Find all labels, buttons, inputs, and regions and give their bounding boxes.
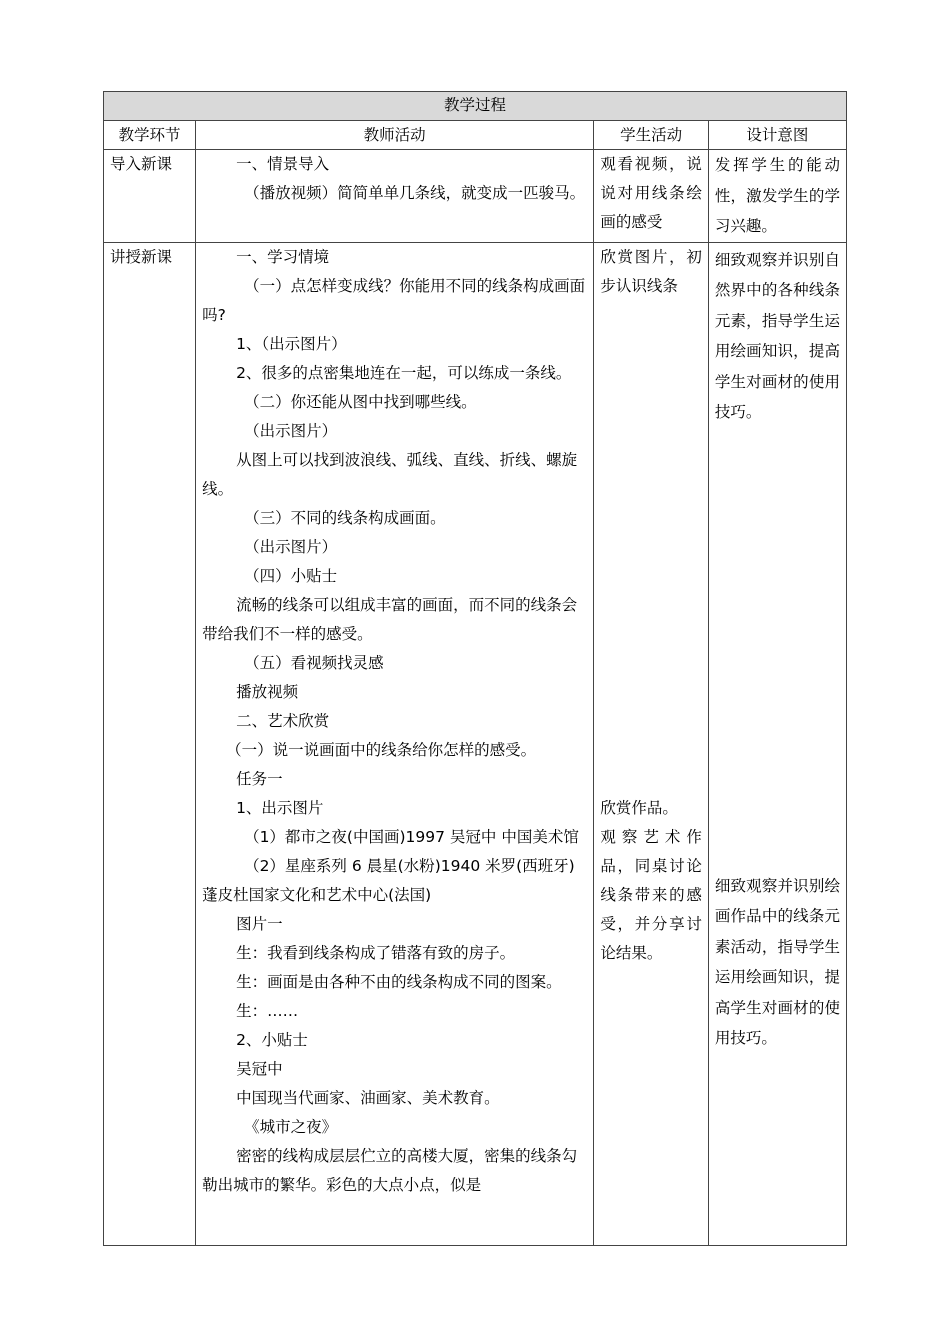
teacher-line: 生：画面是由各种不由的线条构成不同的图案。 — [236, 972, 562, 991]
table-row — [104, 242, 847, 1245]
teacher-line: 二、艺术欣赏 — [236, 711, 330, 730]
teacher-line: （出示图片） — [244, 421, 338, 440]
teacher-line: 图片一 — [236, 914, 283, 933]
header-design: 设计意图 — [708, 121, 846, 150]
header-stage: 教学环节 — [104, 121, 196, 150]
teacher-line: （一）说一说画面中的线条给你怎样的感受。 — [226, 740, 537, 759]
design-text: 细致观察并识别绘画作品中的线条元素活动，指导学生运用绘画知识，提高学生对画材的使用技巧。 — [714, 876, 840, 1047]
teacher-line: 密密的线构成层层伫立的高楼大厦，密集的线条勾勒出城市的繁华。彩色的大点小点，似是 — [202, 1146, 578, 1194]
header-student: 学生活动 — [594, 121, 709, 150]
teacher-line: 生：我看到线条构成了错落有致的房子。 — [236, 943, 516, 962]
stage-label: 讲授新课 — [110, 247, 173, 266]
design-cell — [708, 150, 846, 243]
teacher-line: 2、很多的点密集地连在一起，可以练成一条线。 — [236, 363, 572, 382]
teacher-line: 流畅的线条可以组成丰富的画面，而不同的线条会带给我们不一样的感受。 — [202, 595, 578, 643]
teacher-line: （三）不同的线条构成画面。 — [244, 508, 446, 527]
teacher-line: （播放视频）简简单单几条线，就变成一匹骏马。 — [244, 184, 586, 202]
student-text: 观察艺术作品，同桌讨论线条带来的感受，并分享讨论结果。 — [600, 827, 702, 962]
student-cell — [594, 150, 709, 243]
teacher-line: （二）你还能从图中找到哪些线。 — [244, 392, 477, 411]
table-title: 教学过程 — [104, 92, 847, 121]
stage-cell — [104, 242, 196, 1245]
teacher-line: （1）都市之夜(中国画)1997 吴冠中 中国美术馆 — [244, 827, 579, 846]
student-text: 欣赏图片，初步认识线条 — [600, 247, 702, 295]
teacher-line: 1、（出示图片） — [236, 334, 347, 353]
student-text: 欣赏作品。 — [600, 798, 678, 817]
teacher-line: （五）看视频找灵感 — [244, 653, 384, 672]
teacher-line: （出示图片） — [244, 537, 338, 556]
design-cell — [708, 242, 846, 1245]
teacher-line: 生：…… — [236, 1001, 299, 1020]
design-text: 细致观察并识别自然界中的各种线条元素，指导学生运用绘画知识，提高学生对画材的使用技巧。 — [714, 250, 840, 421]
teacher-line: 《城市之夜》 — [244, 1117, 338, 1136]
teacher-line: 一、情景导入 — [236, 155, 330, 173]
student-cell — [594, 242, 709, 1245]
stage-label: 导入新课 — [110, 155, 173, 173]
teacher-line: 2、小贴士 — [236, 1030, 308, 1049]
header-teacher: 教师活动 — [196, 121, 594, 150]
teacher-line: （2）星座系列 6 晨星(水粉)1940 米罗(西班牙)蓬皮杜国家文化和艺术中心(法国) — [202, 856, 575, 904]
teacher-line: 任务一 — [236, 769, 283, 788]
teacher-line: 从图上可以找到波浪线、弧线、直线、折线、螺旋线。 — [202, 450, 578, 498]
teacher-line: 吴冠中 — [236, 1059, 283, 1078]
student-text: 观看视频，说说对用线条绘画的感受 — [600, 155, 702, 231]
teacher-line: 播放视频 — [236, 682, 299, 701]
teacher-line: 1、出示图片 — [236, 798, 324, 817]
design-text: 发挥学生的能动性，激发学生的学习兴趣。 — [714, 156, 840, 235]
teacher-line: （四）小贴士 — [244, 566, 338, 585]
stage-cell — [104, 150, 196, 243]
teacher-cell — [196, 242, 594, 1245]
teacher-cell — [196, 150, 594, 243]
teaching-process-table — [103, 91, 847, 1246]
table-row — [104, 150, 847, 243]
teacher-line: 一、学习情境 — [236, 247, 330, 266]
teacher-line: （一）点怎样变成线？你能用不同的线条构成画面吗? — [202, 276, 586, 324]
teacher-line: 中国现当代画家、油画家、美术教育。 — [236, 1088, 500, 1107]
